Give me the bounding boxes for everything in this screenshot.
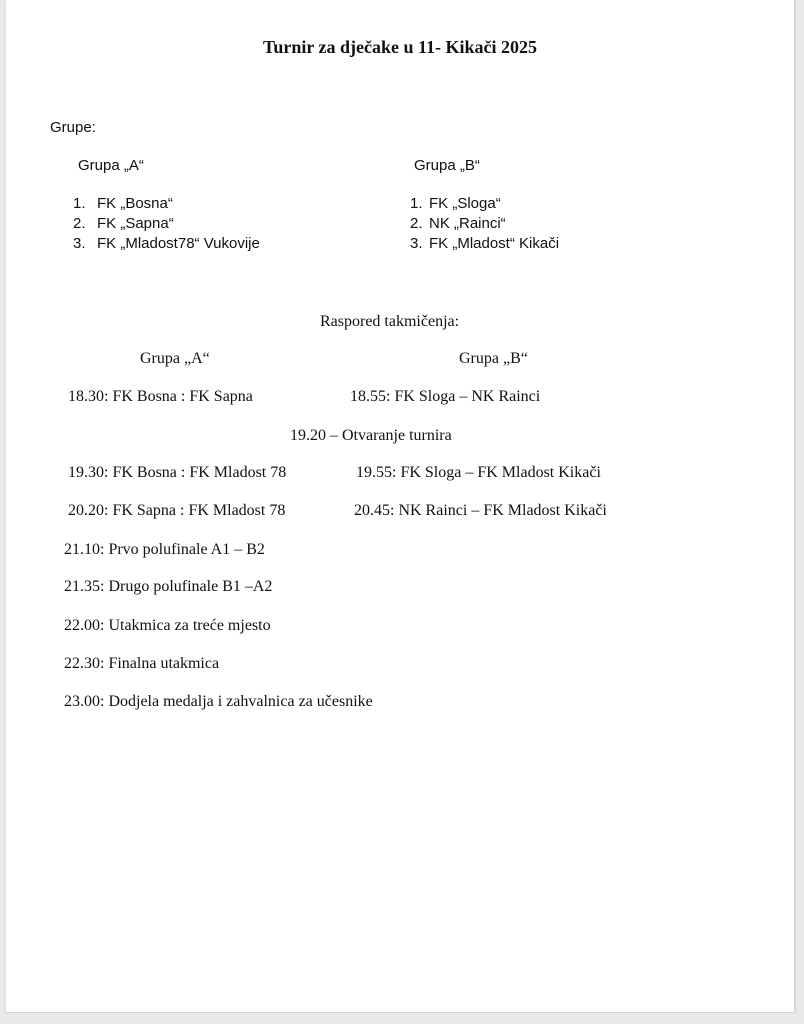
list-item-number: 1. <box>410 195 423 212</box>
list-item: FK „Bosna“ <box>97 195 173 212</box>
list-item: NK „Rainci“ <box>429 215 506 232</box>
list-item: FK „Sloga“ <box>429 195 501 212</box>
match-row-group-a: 19.30: FK Bosna : FK Mladost 78 <box>68 464 287 481</box>
medal-ceremony: 23.00: Dodjela medalja i zahvalnica za učesnike <box>64 693 373 710</box>
groups-label: Grupe: <box>50 119 96 136</box>
list-item-number: 3. <box>410 235 423 252</box>
document-title: Turnir za dječake u 11- Kikači 2025 <box>262 37 538 57</box>
list-item: FK „Mladost“ Kikači <box>429 235 560 252</box>
list-item-number: 2. <box>410 215 423 232</box>
match-row-group-b: 19.55: FK Sloga – FK Mladost Kikači <box>356 464 601 481</box>
list-item-number: 2. <box>73 215 86 232</box>
match-row-group-b: 18.55: FK Sloga – NK Rainci <box>350 388 541 405</box>
list-item: FK „Sapna“ <box>97 215 174 232</box>
group-a-heading: Grupa „A“ <box>78 157 144 174</box>
document-page <box>6 0 795 1013</box>
semifinal-1: 21.10: Prvo polufinale A1 – B2 <box>64 541 265 558</box>
semifinal-2: 21.35: Drugo polufinale B1 –A2 <box>64 578 273 595</box>
list-item: FK „Mladost78“ Vukovije <box>97 235 260 252</box>
schedule-group-b-heading: Grupa „B“ <box>459 350 528 367</box>
schedule-group-a-heading: Grupa „A“ <box>140 350 210 367</box>
list-item-number: 3. <box>73 235 86 252</box>
list-item-number: 1. <box>73 195 86 212</box>
schedule-heading: Raspored takmičenja: <box>320 313 460 330</box>
final-match: 22.30: Finalna utakmica <box>64 655 220 672</box>
match-row-group-a: 18.30: FK Bosna : FK Sapna <box>68 388 253 405</box>
match-row-group-b: 20.45: NK Rainci – FK Mladost Kikači <box>354 502 607 519</box>
viewer-bottom-bar <box>0 1013 804 1024</box>
group-b-heading: Grupa „B“ <box>414 157 480 174</box>
opening-ceremony: 19.20 – Otvaranje turnira <box>290 427 452 444</box>
match-row-group-a: 20.20: FK Sapna : FK Mladost 78 <box>68 502 286 519</box>
third-place-match: 22.00: Utakmica za treće mjesto <box>64 617 271 634</box>
